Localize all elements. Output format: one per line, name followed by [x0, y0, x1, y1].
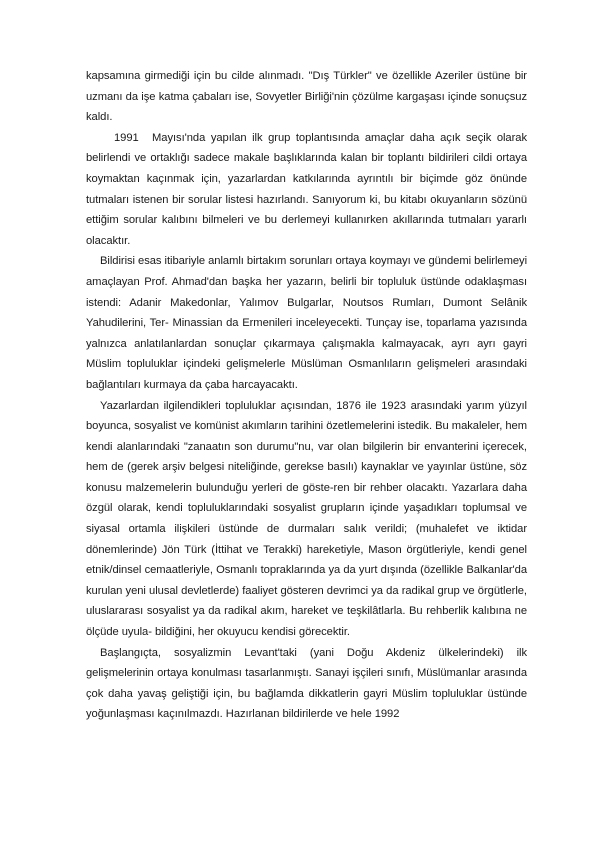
paragraph-2-body: Mayısı'nda yapılan ilk grup toplantısında amaçlar daha açık seçik olarak belirlendi ve ortaklığı sadece makale başlıklarında kalan bir toplantı bildirileri cildi ortaya koymaktan kaçınmak için, yazarlardan katkılarında ayrıntılı bir biçimde göz önünde tutmaları istenen bir sorular listesi hazırlandı. Sanıyorum ki, bu kitabı okuyanların sözünü ettiğim sorular kalıbını bilmeleri ve bu derlemeyi kullanırken akıllarında tutmaları yararlı olacaktır.	[86, 131, 527, 247]
paragraph-2-year: 1991	[114, 131, 139, 144]
document-page	[86, 66, 527, 725]
paragraph-4: Yazarlardan ilgilendikleri topluluklar açısından, 1876 ile 1923 arasındaki yarım yüzyıl boyunca, sosyalist ve komünist akımların tarihini özetlemelerini istedik. Bu makaleler, hem kendi alanlarındaki "zanaatın son durumu"nu, var olan bilgilerin bir envanterini içerecek, hem de (gerek arşiv belgesi niteliğinde, gerekse basılı) kaynaklar ve yayınlar üstüne, söz konusu malzemelerin bulunduğu yerleri de göste-ren bir rehber olacaktı. Yazarlara daha özgül olarak, kendi topluluklarındaki sosyalist grupların içinde yaşadıkları toplumsal ve siyasal ortamla ilişkileri üstünde de durmaları salık verildi; (muhalefet ve iktidar dönemlerinde) Jön Türk (İttihat ve Terakki) hareketiyle, Mason örgütleriyle, kendi genel etnik/dinsel cemaatleriyle, Osmanlı topraklarında ya da yurt dışında (özellikle Balkanlar'da kurulan yeni ulusal devletlerde) faaliyet gösteren devrimci ya da radikal grup ve örgütlerle, uluslararası sosyalist ya da radikal akım, hareket ve teşkilâtlarla. Bu rehberlik kalıbına ne ölçüde uyula- bildiğini, her okuyucu kendisi görecektir.	[86, 399, 527, 639]
paragraph-1: kapsamına girmediği için bu cilde alınmadı. "Dış Türkler" ve özellikle Azeriler üstüne bir uzmanı da işe katma çabaları ise, Sovyetler Birliği'nin çözülme kargaşası içinde sonuçsuz kaldı.	[86, 70, 527, 124]
paragraph-2	[86, 128, 527, 252]
paragraph-5: Başlangıçta, sosyalizmin Levant'taki (yani Doğu Akdeniz ülkelerindeki) ilk gelişmelerinin ortaya konulması tasarlanmıştı. Sanayi işçileri sınıfı, Müslümanlar arasında çok daha yavaş geliştiği için, bu bağlamda dikkatlerin gayri Müslim topluluklar üstünde yoğunlaşması kaçınılmazdı. Hazırlanan bildirilerde ve hele 1992	[86, 646, 527, 721]
paragraph-3: Bildirisi esas itibariyle anlamlı birtakım sorunları ortaya koymayı ve gündemi belirlemeyi amaçlayan Prof. Ahmad'dan başka her yazarın, belirli bir topluluk üstünde odaklaşması istendi: Adanir Makedonlar, Yalımov Bulgarlar, Noutsos Rumları, Dumont Selânik Yahudilerini, Ter- Minassian da Ermenileri inceleyecekti. Tunçay ise, toparlama yazısında yalnızca anlatılanlardan sonuçlar çıkarmaya çalışmakla kalmayacak, ayrı ayrı gayri Müslim topluluklar içindeki gelişmelerle Müslüman Osmanlıların gelişmeleri arasındaki bağlantıları kurmaya da çaba harcayacaktı.	[86, 255, 528, 391]
